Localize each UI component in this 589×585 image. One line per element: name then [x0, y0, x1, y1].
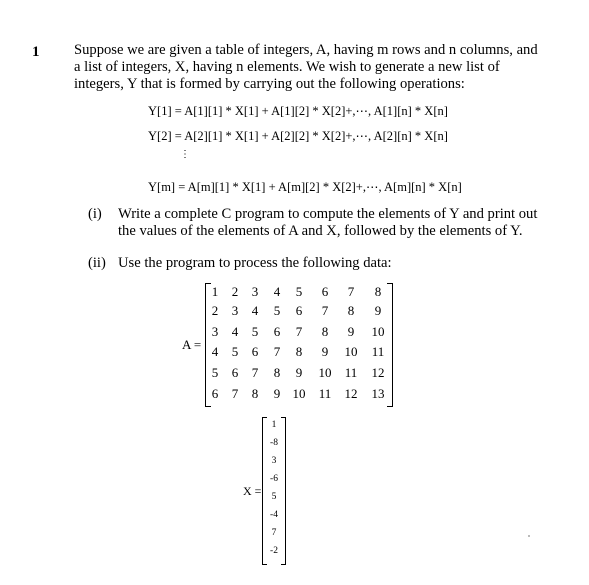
matrix-a-cell: 10: [318, 365, 332, 380]
matrix-a-cell: 2: [231, 284, 239, 299]
matrix-a-cell: 8: [295, 344, 303, 359]
part-i: [88, 206, 548, 240]
vector-x-label: X =: [243, 484, 262, 498]
matrix-a-cell: 9: [374, 303, 382, 318]
matrix-a-cell: 8: [374, 284, 382, 299]
matrix-a-cell: 7: [273, 344, 281, 359]
part-ii-text: Use the program to process the following data:: [118, 255, 392, 271]
matrix-a-cell: 7: [321, 303, 329, 318]
matrix-a-cell: 5: [211, 365, 219, 380]
matrix-a-cell: 4: [273, 284, 281, 299]
matrix-a-cell: 9: [295, 365, 303, 380]
part-ii: [88, 255, 392, 272]
matrix-a-label: A =: [182, 337, 202, 352]
vector-x-cell: -8: [270, 438, 278, 448]
matrix-a-cell: 7: [347, 284, 355, 299]
matrix-a-cell: 2: [211, 303, 219, 318]
vector-x-cell: -4: [270, 510, 278, 520]
matrix-a-cell: 4: [211, 344, 219, 359]
matrix-a-cell: 10: [292, 386, 306, 401]
matrix-a-cell: 1: [211, 284, 219, 299]
matrix-a-cell: 7: [295, 324, 303, 339]
matrix-a-cell: 9: [347, 324, 355, 339]
question-intro: Suppose we are given a table of integers, A, having m rows and n columns, and a list of integers, X, having n elements. We wish to generate a new list of integers, Y that is formed by carrying out the following operations:: [74, 42, 538, 92]
matrix-a-cell: 11: [344, 365, 358, 380]
matrix-a-cell: 5: [295, 284, 303, 299]
vertical-ellipsis: ⋮: [180, 149, 190, 160]
matrix-a-cell: 3: [231, 303, 239, 318]
matrix-a-cell: 6: [251, 344, 259, 359]
part-i-line1: Write a complete C program to compute the elements of Y and print out: [118, 206, 538, 222]
equation-y2: Y[2] = A[2][1] * X[1] + A[2][2] * X[2]+,⋯, A[2][n] * X[n]: [148, 129, 448, 143]
matrix-a-cell: 5: [273, 303, 281, 318]
matrix-a-cell: 6: [321, 284, 329, 299]
part-i-line2: the values of the elements of A and X, followed by the elements of Y.: [118, 223, 523, 239]
matrix-a-cell: 4: [231, 324, 239, 339]
vector-x-cell: -2: [270, 546, 278, 556]
matrix-a-cell: 6: [211, 386, 219, 401]
matrix-a: [205, 283, 393, 407]
vector-x-cell: 7: [271, 528, 277, 538]
matrix-a-cell: 8: [321, 324, 329, 339]
vector-x-cell: 3: [271, 456, 277, 466]
matrix-a-cell: 11: [318, 386, 332, 401]
matrix-a-cell: 8: [251, 386, 259, 401]
matrix-a-cell: 7: [231, 386, 239, 401]
matrix-a-cell: 12: [344, 386, 358, 401]
matrix-a-cell: 4: [251, 303, 259, 318]
matrix-a-cell: 5: [251, 324, 259, 339]
matrix-a-cell: 6: [295, 303, 303, 318]
matrix-a-cell: 3: [251, 284, 259, 299]
matrix-a-cell: 12: [371, 365, 385, 380]
part-ii-label: (ii): [88, 255, 106, 271]
matrix-a-cell: 11: [371, 344, 385, 359]
matrix-a-cell: 8: [347, 303, 355, 318]
matrix-a-cell: 13: [371, 386, 385, 401]
matrix-a-cell: 10: [344, 344, 358, 359]
matrix-a-cell: 9: [321, 344, 329, 359]
vector-x-cell: 5: [271, 492, 277, 502]
matrix-a-cell: 3: [211, 324, 219, 339]
matrix-a-cell: 9: [273, 386, 281, 401]
vector-x-cell: 1: [271, 420, 277, 430]
part-i-label: (i): [88, 206, 102, 222]
matrix-a-cell: 8: [273, 365, 281, 380]
vector-x-cell: -6: [270, 474, 278, 484]
matrix-a-cell: 6: [273, 324, 281, 339]
question-number: 1: [32, 44, 40, 60]
page-mark: [528, 535, 530, 537]
equation-ym: Y[m] = A[m][1] * X[1] + A[m][2] * X[2]+,⋯, A[m][n] * X[n]: [148, 180, 462, 194]
vector-x: [262, 417, 286, 565]
matrix-a-cell: 5: [231, 344, 239, 359]
matrix-a-cell: 6: [231, 365, 239, 380]
equation-y1: Y[1] = A[1][1] * X[1] + A[1][2] * X[2]+,⋯, A[1][n] * X[n]: [148, 104, 448, 118]
matrix-a-cell: 7: [251, 365, 259, 380]
matrix-a-cell: 10: [371, 324, 385, 339]
